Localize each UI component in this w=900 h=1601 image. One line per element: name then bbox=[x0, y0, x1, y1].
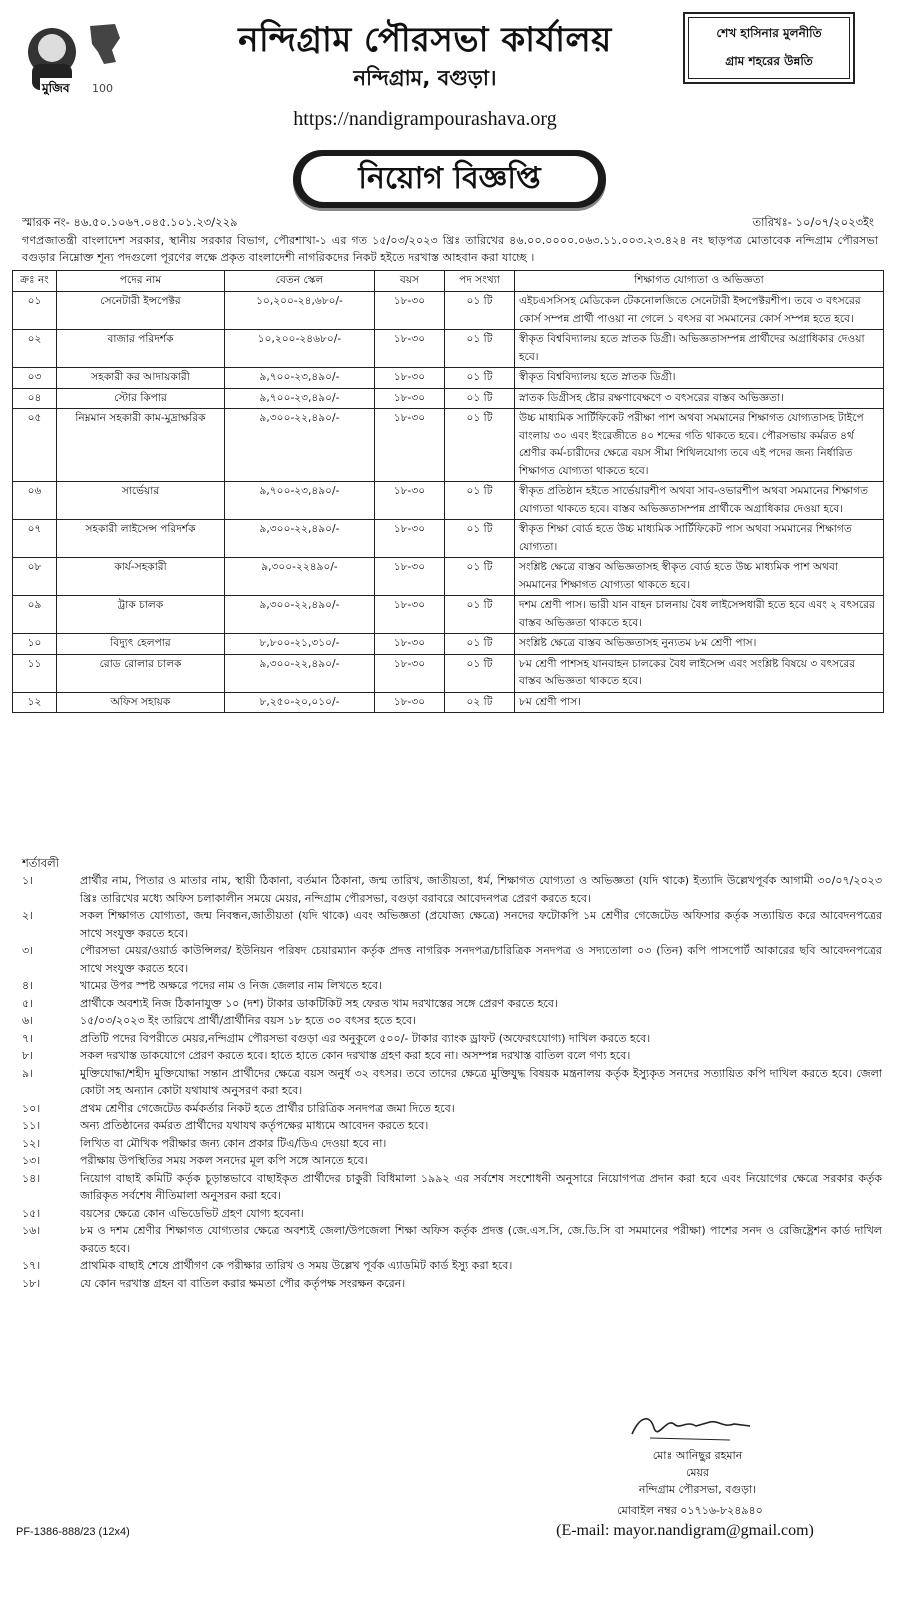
cell-serial: ০২ bbox=[13, 330, 57, 368]
cell-post-name: ট্রাক চালক bbox=[57, 596, 225, 634]
cell-qualification: স্নাতক ডিগ্রীসহ ষ্টোর রক্ষণাবেক্ষণে ৩ বৎসরের বাস্তব অভিজ্ঞতা। bbox=[515, 388, 884, 409]
cell-age: ১৮-৩০ bbox=[375, 520, 445, 558]
cell-post-name: নিম্নমান সহকারী কাম-মুদ্রাক্ষরিক bbox=[57, 409, 225, 482]
cell-serial: ০৮ bbox=[13, 558, 57, 596]
table-row bbox=[13, 482, 884, 520]
signer-title: মেয়র bbox=[685, 1466, 710, 1479]
slogan-box bbox=[683, 12, 855, 84]
condition-text: পৌরসভা মেয়র/ওয়ার্ড কাউন্সিলর/ ইউনিয়ন পরিষদ চেয়ারম্যান কর্তৃক প্রদত্ত নাগরিক সনদপত্র/চারিত্রিক সনদপত্র ও সদ্যতোলা ০৩ (তিন) কপি পাসপোর্ট আকারের ছবি আবেদনপত্রের সাথে সংযুক্ত করতে হবে। bbox=[80, 944, 882, 975]
condition-number: ৭। bbox=[22, 1031, 34, 1045]
condition-number: ১৬। bbox=[22, 1224, 41, 1237]
svg-text:মুজিব: মুজিব bbox=[42, 81, 70, 95]
condition-text: ১৫/০৩/২০২৩ ইং তারিখে প্রার্থী/প্রার্থীনির বয়স ১৮ হতে ৩০ বৎসর হতে হবে। bbox=[80, 1014, 417, 1027]
condition-item bbox=[22, 1170, 882, 1205]
condition-text: প্রথম শ্রেণীর গেজেটেড কর্মকর্তার নিকট হতে প্রার্থীর চারিত্রিক সনদপত্র জমা দিতে হবে। bbox=[80, 1101, 455, 1115]
cell-pay-scale: ৯,৩০০-২২,৪৯০/- bbox=[225, 596, 375, 634]
cell-age: ১৮-৩০ bbox=[375, 388, 445, 409]
cell-post-count: ০১ টি bbox=[445, 388, 515, 409]
table-row bbox=[13, 596, 884, 634]
cell-pay-scale: ৯,৭০০-২৩,৪৯০/- bbox=[225, 482, 375, 520]
table-row bbox=[13, 558, 884, 596]
condition-number: ১৮। bbox=[22, 1276, 41, 1290]
cell-qualification: এইচএসসিসহ মেডিকেল টেকনোলজিতে সেনেটারী ইন্সপেক্টরশীপ। তবে ৩ বৎসরের কোর্স সম্পন্ন প্রার্থী পাওয়া না গেলে ১ বৎসর বা সমমানের কোর্স সম্পন্ন হতে হবে। bbox=[515, 292, 884, 330]
col-header-post: পদের নাম bbox=[57, 271, 225, 292]
cell-post-name: কার্য-সহকারী bbox=[57, 558, 225, 596]
cell-post-name: বাজার পরিদর্শক bbox=[57, 330, 225, 368]
cell-age: ১৮-৩০ bbox=[375, 409, 445, 482]
condition-number: ৪। bbox=[22, 979, 34, 992]
condition-number: ১০। bbox=[22, 1101, 41, 1115]
condition-number: ৩। bbox=[22, 944, 34, 957]
cell-qualification: স্বীকৃত প্রতিষ্ঠান হইতে সার্ভেয়ারশীপ অথবা সাব-ওভারশীপ অথবা সমমানের শিক্ষাগত যোগ্যতা থাকতে হবে। বাস্তব অভিজ্ঞতাসম্পন্ন প্রার্থীকে অগ্রাধিকার দেওয়া হবে। bbox=[515, 482, 884, 520]
condition-text: ৮ম ও দশম শ্রেণীর শিক্ষাগত যোগ্যতার ক্ষেত্রে অবশ্যই জেলা/উপজেলা শিক্ষা অফিস কর্তৃক প্রদত্ত (জে.এস.সি, জে.ডি.সি বা সমমানের পরীক্ষা) পাশের সনদ ও রেজিষ্ট্রেশন কার্ড দাখিল করতে হবে। bbox=[80, 1224, 882, 1255]
cell-age: ১৮-৩০ bbox=[375, 482, 445, 520]
condition-item bbox=[22, 1222, 882, 1257]
slogan-line-1: শেখ হাসিনার মুলনীতি bbox=[716, 26, 822, 40]
table-row bbox=[13, 368, 884, 389]
slogan-line-2: গ্রাম শহরের উন্নতি bbox=[725, 54, 813, 68]
table-row bbox=[13, 692, 884, 713]
condition-item bbox=[22, 1257, 882, 1275]
cell-post-name: সার্ভেয়ার bbox=[57, 482, 225, 520]
condition-text: প্রার্থীর নাম, পিতার ও মাতার নাম, স্থায়ী ঠিকানা, বর্তমান ঠিকানা, জন্ম তারিখ, জাতীয়তা, ধর্ম, শিক্ষাগত যোগ্যতা ও অভিজ্ঞতা (যদি থাকে) ইত্যাদি উল্লেখপূর্বক আগামী ৩০/০৭/২০২৩ খ্রিঃ তারিখের মধ্যে অফিস চলাকালীন সময়ে মেয়র, নন্দিগ্রাম পৌরসভা, বগুড়া বরাবরে আবেদনপত্র প্রেরণ করতে হবে। bbox=[80, 874, 882, 905]
cell-qualification: ৮ম শ্রেণী পাশসহ যানবাহন চালকের বৈধ লাইসেন্স এবং সংশ্লিষ্ট বিষয়ে ৩ বৎসরের বাস্তব অভিজ্ঞতা থাকতে হবে। bbox=[515, 654, 884, 692]
notice-date: তারিখঃ- ১০/০৭/২০২৩ইং bbox=[752, 215, 874, 229]
mujib-100-logo bbox=[20, 18, 155, 100]
condition-item bbox=[22, 977, 882, 995]
table-row bbox=[13, 634, 884, 655]
cell-serial: ০৫ bbox=[13, 409, 57, 482]
condition-item bbox=[22, 1205, 882, 1223]
condition-item bbox=[22, 1275, 882, 1293]
condition-number: ১। bbox=[22, 874, 34, 887]
condition-item bbox=[22, 907, 882, 942]
cell-serial: ১১ bbox=[13, 654, 57, 692]
table-row bbox=[13, 654, 884, 692]
cell-qualification: ৮ম শ্রেণী পাস। bbox=[515, 692, 884, 713]
condition-item bbox=[22, 1030, 882, 1048]
cell-age: ১৮-৩০ bbox=[375, 654, 445, 692]
cell-age: ১৮-৩০ bbox=[375, 634, 445, 655]
condition-number: ৯। bbox=[22, 1066, 34, 1080]
office-title: নন্দিগ্রাম পৌরসভা কার্যালয় bbox=[238, 20, 612, 60]
table-row bbox=[13, 409, 884, 482]
cell-age: ১৮-৩০ bbox=[375, 558, 445, 596]
condition-text: যে কোন দরখাস্ত গ্রহন বা বাতিল করার ক্ষমতা পৌর কর্তৃপক্ষ সংরক্ষন করেন। bbox=[80, 1276, 406, 1290]
cell-post-count: ০১ টি bbox=[445, 368, 515, 389]
condition-text: প্রতিটি পদের বিপরীতে মেয়র,নন্দিগ্রাম পৌরসভা বগুড়া এর অনুকূলে ৫০০/- টাকার ব্যাংক ড্রাফট (অফেরৎযোগ্য) দাখিল করতে হবে। bbox=[80, 1031, 651, 1045]
table-header-row bbox=[13, 271, 884, 292]
condition-text: প্রাথমিক বাছাই শেষে প্রার্থীগণ কে পরীক্ষার তারিখ ও সময় উল্লেখ পূর্বক এ্যাডমিট কার্ড ইস্যু করা হবে। bbox=[80, 1259, 513, 1272]
notice-title: নিয়োগ বিজ্ঞপ্তি bbox=[301, 156, 598, 202]
conditions-list bbox=[22, 872, 882, 1292]
condition-text: বয়সের ক্ষেত্রে কোন এভিডেভিট গ্রহণ যোগ্য হবেনা। bbox=[80, 1206, 304, 1220]
condition-number: ১৪। bbox=[22, 1171, 41, 1185]
signer-name: মোঃ আনিছুর রহমান bbox=[652, 1449, 743, 1462]
cell-pay-scale: ৯,৩০০-২২,৪৯০/- bbox=[225, 654, 375, 692]
condition-number: ৫। bbox=[22, 996, 34, 1010]
condition-number: ১৭। bbox=[22, 1259, 41, 1272]
cell-post-name: স্টোর কিপার bbox=[57, 388, 225, 409]
condition-text: অন্য প্রতিষ্ঠানের কর্মরত প্রার্থীদের যথাযথ কর্তৃপক্ষের মাধ্যমে আবেদন করতে হবে। bbox=[80, 1119, 429, 1132]
condition-item bbox=[22, 1117, 882, 1135]
cell-serial: ০৪ bbox=[13, 388, 57, 409]
cell-qualification: দশম শ্রেণী পাস। ভারী যান বাহন চালনায় বৈধ লাইসেন্সধারী হতে হবে এবং ২ বৎসরের বাস্তব অভিজ্ঞতা থাকতে হবে। bbox=[515, 596, 884, 634]
condition-text: সকল দরখাস্ত ডাকযোগে প্রেরণ করতে হবে। হাতে হাতে কোন দরখাস্ত গ্রহণ করা হবে না। অসম্পন্ন দরখাস্ত বাতিল বলে গণ্য হবে। bbox=[80, 1049, 631, 1062]
cell-pay-scale: ৮,৮০০-২১,৩১০/- bbox=[225, 634, 375, 655]
condition-item bbox=[22, 1012, 882, 1030]
cell-serial: ০৭ bbox=[13, 520, 57, 558]
cell-post-count: ০১ টি bbox=[445, 596, 515, 634]
cell-qualification: স্বীকৃত বিশ্ববিদ্যালয় হতে স্নাতক ডিগ্রী। bbox=[515, 368, 884, 389]
cell-pay-scale: ১০,২০০-২৪,৬৮০/- bbox=[225, 292, 375, 330]
cell-age: ১৮-৩০ bbox=[375, 292, 445, 330]
cell-qualification: সংশ্লিষ্ট ক্ষেত্রে বাস্তব অভিজ্ঞতাসহ নুন্যতম ৮ম শ্রেণী পাস। bbox=[515, 634, 884, 655]
condition-item bbox=[22, 1065, 882, 1100]
cell-post-count: ০১ টি bbox=[445, 558, 515, 596]
signature-image bbox=[610, 1410, 810, 1446]
condition-number: ১৫। bbox=[22, 1206, 41, 1220]
cell-post-count: ০১ টি bbox=[445, 654, 515, 692]
condition-text: মুক্তিযোদ্ধা/শহীদ মুক্তিযোদ্ধা সন্তান প্রার্থীদের ক্ষেত্রে বয়স অনুর্ধ ৩২ বৎসর। তবে তাদের ক্ষেত্রে মুক্তিযুদ্ধ বিষয়ক মন্ত্রনালয় কর্তৃক ইস্যুকৃত সনদের সত্যায়িত কপি দাখিল করতে হবে। জেলা কোটা সহ অন্যান কোটা যথাযাথ অনুসরণ করা হবে। bbox=[80, 1066, 882, 1097]
col-header-count: পদ সংখ্যা bbox=[445, 271, 515, 292]
cell-serial: ১০ bbox=[13, 634, 57, 655]
table-row bbox=[13, 388, 884, 409]
table-row bbox=[13, 330, 884, 368]
cell-serial: ০৬ bbox=[13, 482, 57, 520]
cell-pay-scale: ৯,৩০০-২২,৪৯০/- bbox=[225, 520, 375, 558]
print-reference: PF-1386-888/23 (12x4) bbox=[16, 1526, 130, 1538]
col-header-serial: ক্রঃ নং bbox=[13, 271, 57, 292]
cell-age: ১৮-৩০ bbox=[375, 692, 445, 713]
condition-text: লিখিত বা মৌখিক পরীক্ষার জন্য কোন প্রকার টিএ/ডিএ দেওয়া হবে না। bbox=[80, 1136, 387, 1150]
condition-item bbox=[22, 1152, 882, 1170]
cell-pay-scale: ৯,৩০০-২২,৪৯০/- bbox=[225, 409, 375, 482]
condition-text: খামের উপর স্পষ্ট অক্ষরে পদের নাম ও নিজ জেলার নাম লিখতে হবে। bbox=[80, 979, 382, 992]
cell-post-count: ০১ টি bbox=[445, 292, 515, 330]
cell-serial: ০৯ bbox=[13, 596, 57, 634]
cell-post-count: ০২ টি bbox=[445, 692, 515, 713]
table-row bbox=[13, 520, 884, 558]
cell-post-name: সহকারী কর আদায়কারী bbox=[57, 368, 225, 389]
condition-number: ১২। bbox=[22, 1136, 41, 1150]
cell-age: ১৮-৩০ bbox=[375, 596, 445, 634]
condition-item bbox=[22, 1135, 882, 1153]
conditions-heading: শর্তাবলী bbox=[22, 856, 60, 870]
condition-text: নিয়োগ বাছাই কমিটি কর্তৃক চূড়ান্তভাবে বাছাইকৃত প্রার্থীদের চাকুরী বিধিমালা ১৯৯২ এর সর্বশেষ সংশোধনী অনুসারে নিয়োগপত্র প্রদান করা হবে এবং নিয়োগের ক্ষেত্রে সরকার কর্তৃক জারিকৃত সর্বশেষ নীতিমালা অনুসরন করা হবে। bbox=[80, 1171, 882, 1202]
cell-qualification: স্বীকৃত বিশ্ববিদ্যালয় হতে স্নাতক ডিগ্রী। অভিজ্ঞতাসম্পন্ন প্রার্থীদের অগ্রাধিকার দেওয়া হবে। bbox=[515, 330, 884, 368]
condition-text: প্রার্থীকে অবশ্যই নিজ ঠিকানাযুক্ত ১০ (দশ) টাকার ডাকটিকিট সহ ফেরত খাম দরখাস্তের সঙ্গে প্রেরণ করতে হবে। bbox=[80, 996, 558, 1010]
cell-age: ১৮-৩০ bbox=[375, 330, 445, 368]
condition-item bbox=[22, 995, 882, 1013]
signer-office: নন্দিগ্রাম পৌরসভা, বগুড়া। bbox=[638, 1483, 757, 1496]
cell-serial: ০১ bbox=[13, 292, 57, 330]
cell-post-name: অফিস সহায়ক bbox=[57, 692, 225, 713]
condition-number: ৬। bbox=[22, 1014, 34, 1027]
condition-item bbox=[22, 942, 882, 977]
cell-post-name: বিদ্যুৎ হেলপার bbox=[57, 634, 225, 655]
cell-qualification: স্বীকৃত শিক্ষা বোর্ড হতে উচ্চ মাধ্যমিক সার্টিফিকেট পাস অথবা সমমানের শিক্ষাগত যোগ্যতা। bbox=[515, 520, 884, 558]
condition-text: সকল শিক্ষাগত যোগ্যতা, জন্ম নিবন্ধন,জাতীয়তা (যদি থাকে) এবং অভিজ্ঞতা (প্রযোজ্য ক্ষেত্রে) সনদের ফটোকপি ১ম শ্রেণীর গেজেটেড অফিসার কর্তৃক সত্যায়িত করে আবেদনপত্রের সাথে সংযুক্ত করতে হবে। bbox=[80, 909, 882, 940]
table-row bbox=[13, 292, 884, 330]
vacancy-table bbox=[12, 270, 884, 713]
cell-post-count: ০১ টি bbox=[445, 634, 515, 655]
cell-qualification: উচ্চ মাধ্যমিক সার্টিফিকেট পরীক্ষা পাশ অথবা সমমানের শিক্ষাগত যোগ্যতাসহ টাইপে বাংলায় ৩০ এবং ইংরেজীতে ৪০ শব্দের গতি থাকতে হবে। পৌরসভায় কর্মরত ৪র্থ শ্রেণীর কর্ম-চারীদের ক্ষেত্রে বয়স সীমা শিথিলযোগ্য তবে এই পদের জন্য নির্ধারিত শিক্ষাগত যোগ্যতা থাকতে হবে। bbox=[515, 409, 884, 482]
website-link[interactable]: https://nandigrampourashava.org bbox=[293, 108, 557, 130]
condition-number: ২। bbox=[22, 909, 34, 922]
condition-item bbox=[22, 872, 882, 907]
col-header-age: বয়স bbox=[375, 271, 445, 292]
cell-pay-scale: ৯,৭০০-২৩,৪৯০/- bbox=[225, 368, 375, 389]
signer-email[interactable]: (E-mail: mayor.nandigram@gmail.com) bbox=[556, 1522, 814, 1539]
condition-number: ৮। bbox=[22, 1049, 34, 1062]
cell-qualification: সংশ্লিষ্ট ক্ষেত্রে বাস্তব অভিজ্ঞতাসহ স্বীকৃত বোর্ড হতে উচ্চ মাধ্যমিক পাশ অথবা সমমানের শিক্ষাগত যোগ্যতা থাকতে হবে। bbox=[515, 558, 884, 596]
intro-paragraph: গণপ্রজাতন্ত্রী বাংলাদেশ সরকার, স্থানীয় সরকার বিভাগ, পৌরশাখা-১ এর গত ১৫/০৩/২০২৩ খ্রিঃ তারিখের ৪৬.০০.০০০০.০৬৩.১১.০০৩.২৩.৪২৪ নং ছাড়পত্র মোতাবেক নন্দিগ্রাম পৌরসভা বগুড়ার নিম্নোক্ত শূন্য পদগুলো পূরণের লক্ষে প্রকৃত বাংলাদেশী নাগরিকদের নিকট হইতে দরখাস্ত আহবান করা যাচ্ছে । bbox=[22, 234, 878, 264]
cell-pay-scale: ৯,৭০০-২৩,৪৯০/- bbox=[225, 388, 375, 409]
col-header-qualification: শিক্ষাগত যোগ্যতা ও অভিজ্ঞতা bbox=[515, 271, 884, 292]
cell-post-name: রোড রোলার চালক bbox=[57, 654, 225, 692]
condition-text: পরীক্ষায় উপস্থিতির সময় সকল সনদের মূল কপি সঙ্গে আনতে হবে। bbox=[80, 1154, 368, 1167]
cell-post-count: ০১ টি bbox=[445, 409, 515, 482]
cell-post-name: সহকারী লাইসেন্স পরিদর্শক bbox=[57, 520, 225, 558]
cell-post-count: ০১ টি bbox=[445, 482, 515, 520]
cell-pay-scale: ৯,৩০০-২২৪৯০/- bbox=[225, 558, 375, 596]
cell-serial: ১২ bbox=[13, 692, 57, 713]
signer-mobile: মোবাইল নম্বর ০১৭১৬-৮২৪৯৪০ bbox=[617, 1504, 763, 1517]
cell-post-count: ০১ টি bbox=[445, 330, 515, 368]
condition-number: ১৩। bbox=[22, 1154, 41, 1167]
condition-number: ১১। bbox=[22, 1119, 41, 1132]
svg-text:100: 100 bbox=[92, 82, 113, 95]
cell-post-name: সেনেটারী ইন্সপেক্টর bbox=[57, 292, 225, 330]
cell-pay-scale: ৮,২৫০-২০,০১০/- bbox=[225, 692, 375, 713]
condition-item bbox=[22, 1047, 882, 1065]
cell-age: ১৮-৩০ bbox=[375, 368, 445, 389]
memo-number: স্মারক নং- ৪৬.৫০.১০৬৭.০৪৫.১০১.২৩/২২৯ bbox=[22, 215, 238, 229]
cell-post-count: ০১ টি bbox=[445, 520, 515, 558]
office-address: নন্দিগ্রাম, বগুড়া। bbox=[353, 66, 497, 90]
notice-title-badge bbox=[293, 150, 606, 208]
col-header-scale: বেতন স্কেল bbox=[225, 271, 375, 292]
condition-item bbox=[22, 1100, 882, 1118]
cell-pay-scale: ১০,২০০-২৪৬৮০/- bbox=[225, 330, 375, 368]
cell-serial: ০৩ bbox=[13, 368, 57, 389]
